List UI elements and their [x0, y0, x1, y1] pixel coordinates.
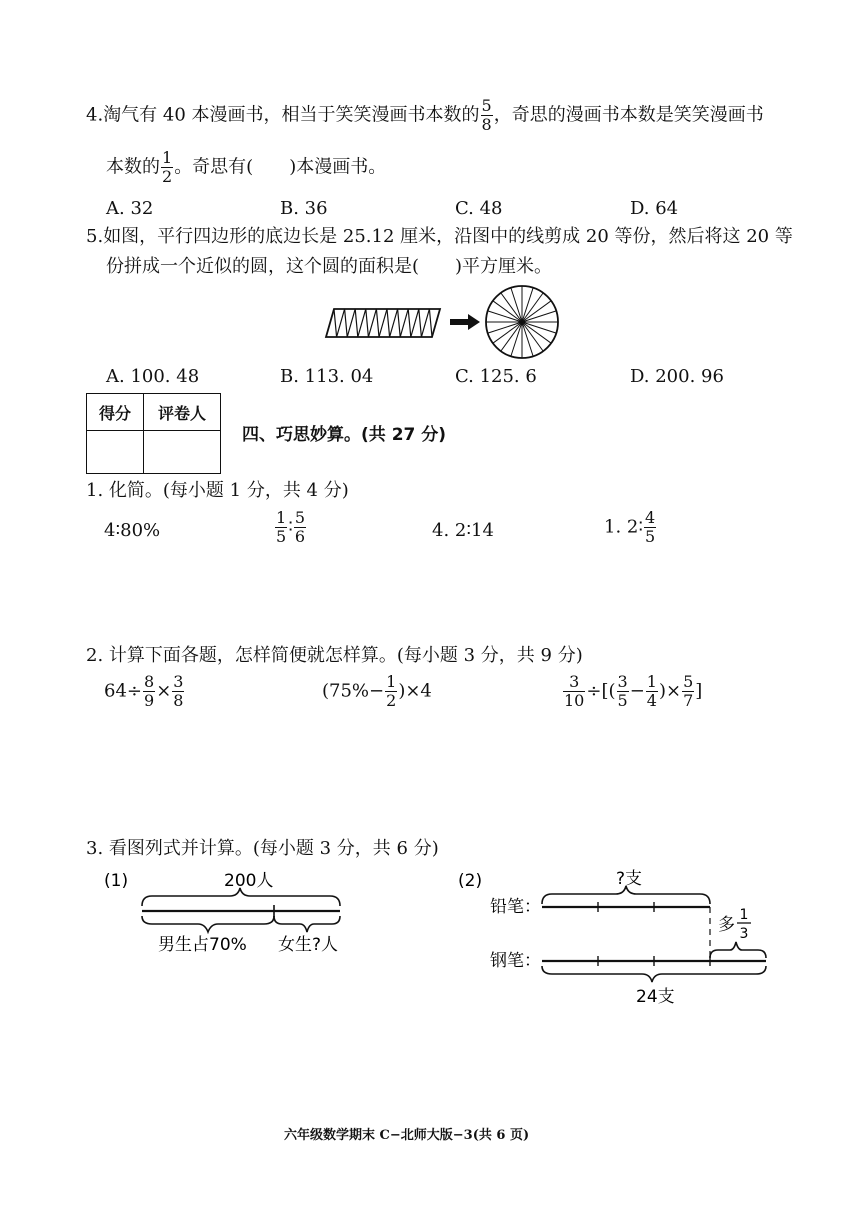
q5-text-a: 如图，平行四边形的底边长是 25.12 厘米，沿图中的线剪成 20 等份，然后将这 20 等 — [103, 226, 793, 247]
p1-expr-3: 4. 2∶14 — [432, 520, 494, 541]
expr-text: 1. 2∶ — [604, 516, 644, 538]
fraction — [275, 510, 287, 545]
cut-line — [379, 309, 387, 337]
girls-label: 女生?人 — [278, 935, 339, 955]
cut-line — [411, 309, 419, 337]
more-numerator: 1 — [739, 907, 749, 923]
reviewer-cell[interactable] — [144, 431, 221, 474]
sector-line — [493, 301, 522, 322]
boys-label: 男生占70% — [158, 935, 247, 955]
q4-text-c: 本数的 — [106, 156, 160, 178]
q4-option-b[interactable]: B. 36 — [280, 198, 328, 219]
denominator: 5 — [617, 691, 628, 710]
fraction — [172, 674, 184, 709]
q4-option-c[interactable]: C. 48 — [455, 198, 503, 219]
expr-text: 64÷ — [104, 680, 142, 702]
fraction — [563, 674, 585, 709]
more-denominator: 3 — [739, 926, 749, 942]
fraction — [646, 674, 658, 709]
denominator: 4 — [646, 691, 657, 710]
section-title: 四、巧思妙算。(共 27 分) — [242, 425, 447, 445]
denominator: 2 — [386, 691, 397, 710]
sector-line — [493, 322, 522, 343]
p2-expr-3 — [562, 674, 702, 709]
expr-text: )×4 — [398, 680, 432, 702]
diagram-2 — [456, 862, 776, 1012]
q4-line1 — [86, 98, 764, 133]
pen-total-label: 24支 — [636, 987, 675, 1007]
cut-line — [398, 309, 401, 337]
q5-line1 — [86, 226, 793, 248]
numerator: 1 — [276, 508, 287, 527]
q5-figure — [322, 282, 582, 362]
fraction — [644, 510, 656, 545]
score-cell[interactable] — [87, 431, 144, 474]
cut-line — [366, 309, 369, 337]
q5-option-b[interactable]: B. 113. 04 — [280, 366, 374, 387]
fraction — [617, 674, 629, 709]
numerator: 3 — [173, 672, 184, 691]
cut-line — [390, 309, 398, 337]
q4-fraction-5-8 — [481, 98, 493, 133]
fraction — [385, 674, 397, 709]
more-label: 多 — [718, 915, 735, 935]
sector-line — [522, 322, 533, 356]
denominator: 5 — [645, 527, 656, 546]
pen-label: 钢笔： — [490, 951, 541, 971]
sector-line — [511, 288, 522, 322]
denominator: 2 — [162, 167, 173, 186]
cut-line — [355, 309, 358, 337]
expr-op: − — [629, 680, 645, 702]
top-brace — [142, 888, 340, 906]
expr-text: )× — [658, 680, 682, 702]
fraction — [682, 674, 694, 709]
sector-line — [522, 322, 551, 343]
score-header: 得分 — [87, 394, 144, 431]
p1-expr-4 — [604, 510, 657, 545]
q4-line2 — [106, 150, 386, 185]
denominator: 8 — [481, 115, 492, 134]
ratio-sign: ∶ — [288, 516, 293, 538]
sector-line — [501, 293, 522, 322]
numerator: 5 — [294, 508, 306, 527]
cut-line — [376, 309, 379, 337]
boys-brace — [142, 916, 274, 932]
expr-text: ] — [695, 680, 703, 702]
sector-line — [522, 288, 533, 322]
denominator: 7 — [683, 691, 694, 710]
numerator: 1 — [646, 672, 657, 691]
denominator: 5 — [276, 527, 287, 546]
q5-option-d[interactable]: D. 200. 96 — [630, 366, 724, 387]
total-label: 200人 — [224, 871, 274, 891]
sector-line — [522, 293, 543, 322]
numerator: 1 — [386, 672, 397, 691]
expr-op: × — [156, 680, 172, 702]
parallelogram-figure — [326, 309, 440, 337]
cut-line — [421, 309, 429, 337]
cut-line — [400, 309, 408, 337]
sector-line — [511, 322, 522, 356]
cut-line — [345, 309, 348, 337]
diagram-1 — [100, 862, 360, 962]
q5-number: 5. — [86, 226, 104, 247]
q4-text-a: 淘气有 40 本漫画书，相当于笑笑漫画书本数的 — [103, 104, 480, 126]
denominator: 8 — [173, 691, 184, 710]
numerator: 3 — [563, 674, 585, 692]
q4-option-a[interactable]: A. 32 — [106, 198, 154, 219]
sector-line — [522, 322, 556, 333]
q4-option-d[interactable]: D. 64 — [630, 198, 679, 219]
denominator: 10 — [564, 691, 585, 710]
numerator: 5 — [683, 672, 694, 691]
pencil-total-label: ?支 — [616, 869, 643, 889]
p1-title: 1. 化简。(每小题 1 分，共 4 分) — [86, 480, 349, 501]
p1-expr-2 — [274, 510, 307, 545]
reviewer-header: 评卷人 — [144, 394, 221, 431]
circle-figure — [486, 286, 558, 358]
cut-line — [347, 309, 355, 337]
q4-text-d: 。奇思有( )本漫画书。 — [174, 156, 387, 178]
pencil-label: 铅笔： — [490, 897, 541, 917]
cut-line — [358, 309, 366, 337]
fraction — [294, 510, 306, 545]
cut-line — [334, 309, 337, 337]
sector-line — [522, 322, 543, 351]
cut-line — [419, 309, 422, 337]
numerator: 4 — [645, 508, 656, 527]
fraction — [143, 674, 155, 709]
pen-brace — [542, 966, 766, 982]
expr-text: ÷[( — [586, 680, 616, 702]
sector-line — [501, 322, 522, 351]
extra-brace — [710, 942, 766, 958]
cut-line — [387, 309, 390, 337]
p2-title: 2. 计算下面各题，怎样简便就怎样算。(每小题 3 分，共 9 分) — [86, 645, 583, 666]
cut-line — [408, 309, 411, 337]
sector-line — [488, 322, 522, 333]
sector-line — [522, 311, 556, 322]
cut-line — [368, 309, 376, 337]
cut-line — [337, 309, 345, 337]
diagram-1-label: (1) — [104, 871, 129, 891]
numerator: 1 — [162, 148, 173, 167]
q5-option-a[interactable]: A. 100. 48 — [106, 366, 200, 387]
sector-line — [522, 301, 551, 322]
cut-line — [429, 309, 432, 337]
p2-expr-1 — [104, 674, 185, 709]
q4-fraction-1-2 — [161, 150, 173, 185]
p1-expr-1: 4∶80% — [104, 520, 161, 541]
diagram-2-label: (2) — [458, 871, 483, 891]
score-table — [86, 393, 221, 474]
numerator: 3 — [617, 672, 628, 691]
numerator: 5 — [481, 96, 492, 115]
girls-brace — [274, 916, 340, 932]
p3-title: 3. 看图列式并计算。(每小题 3 分，共 6 分) — [86, 838, 439, 859]
q5-text-b: 份拼成一个近似的圆，这个圆的面积是( )平方厘米。 — [106, 256, 553, 277]
denominator: 9 — [144, 691, 155, 710]
page-footer: 六年级数学期末 C−北师大版−3(共 6 页) — [284, 1128, 530, 1143]
arrow-icon — [450, 314, 480, 330]
p2-expr-2 — [322, 674, 432, 709]
q4-number: 4. — [86, 104, 104, 126]
q5-option-c[interactable]: C. 125. 6 — [455, 366, 537, 387]
expr-text: (75%− — [322, 680, 385, 702]
denominator: 6 — [294, 527, 306, 546]
q4-text-b: ，奇思的漫画书本数是笑笑漫画书 — [493, 104, 764, 126]
numerator: 8 — [144, 672, 155, 691]
sector-line — [488, 311, 522, 322]
